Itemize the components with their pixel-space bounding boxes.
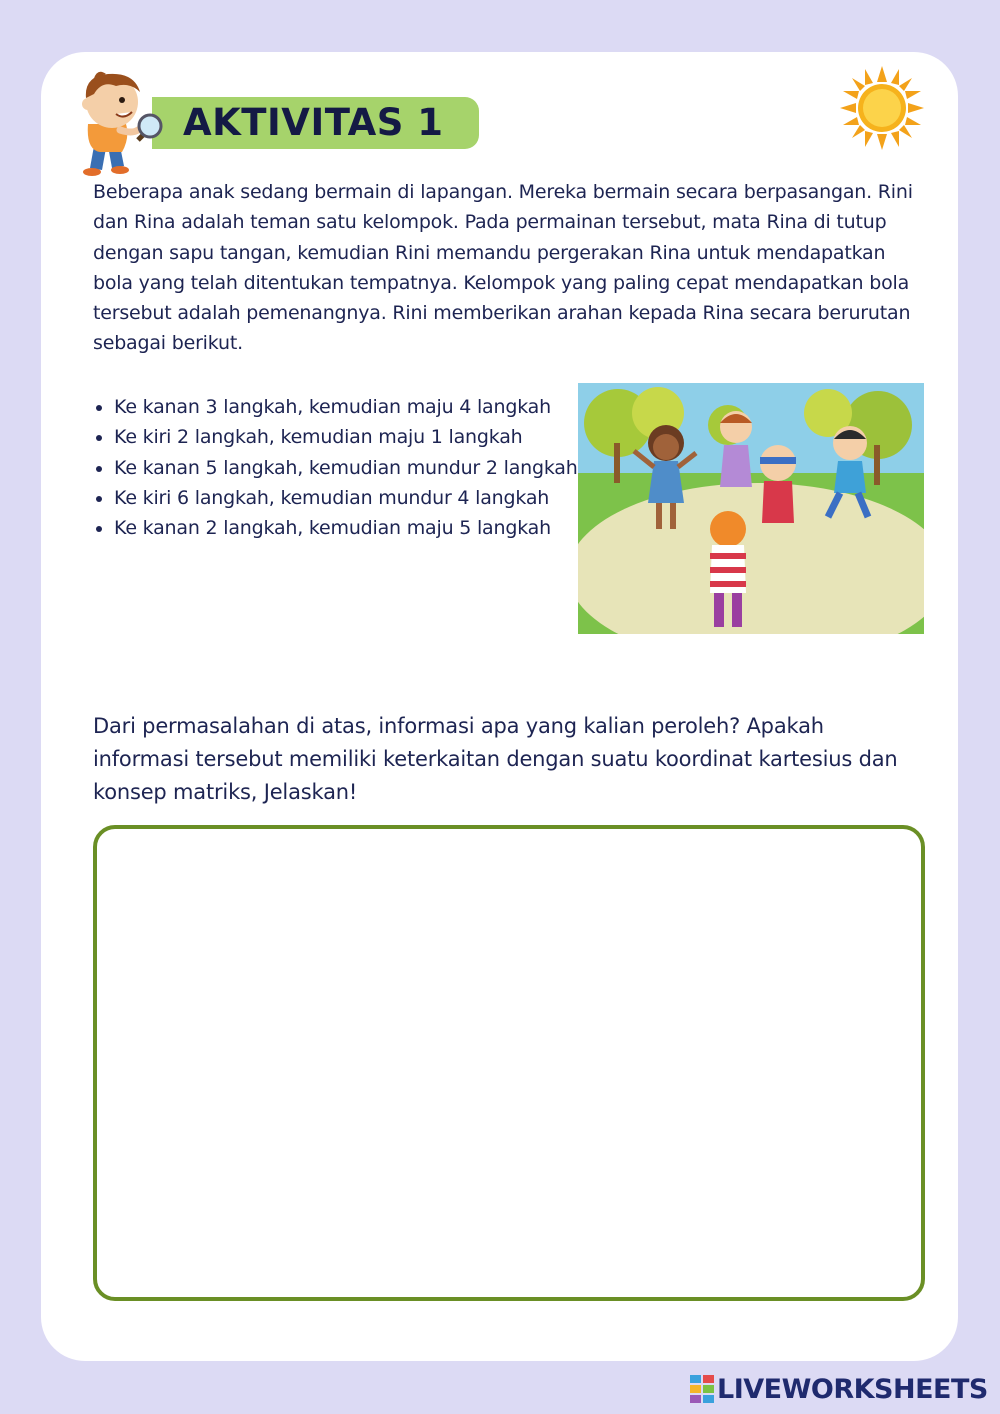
sun-icon — [840, 66, 924, 150]
question-text: Dari permasalahan di atas, informasi apa yang kalian peroleh? Apakah informasi tersebut memiliki keterkaitan dengan suatu koordinat kartesius dan konsep matriks, Jelaskan! — [93, 714, 898, 804]
list-item: • Ke kanan 5 langkah, kemudian mundur 2 langkah — [114, 453, 586, 483]
list-item: • Ke kiri 2 langkah, kemudian maju 1 langkah — [114, 422, 586, 452]
list-item: • Ke kiri 6 langkah, kemudian mundur 4 langkah — [114, 483, 586, 513]
steps-list — [93, 392, 586, 543]
answer-textarea[interactable] — [93, 825, 925, 1301]
children-playing-image — [578, 383, 924, 634]
kid-magnifier-icon — [72, 68, 164, 178]
list-item: • Ke kanan 3 langkah, kemudian maju 4 langkah — [114, 392, 586, 422]
brand-name: LIVEWORKSHEETS — [717, 1373, 988, 1405]
activity-title: AKTIVITAS 1 — [183, 101, 444, 144]
liveworksheets-logo-icon — [690, 1375, 714, 1403]
list-item: • Ke kanan 2 langkah, kemudian maju 5 langkah — [114, 513, 586, 543]
intro-paragraph: Beberapa anak sedang bermain di lapangan. Mereka bermain secara berpasangan. Rini dan Rina adalah teman satu kelompok. Pada permainan tersebut, mata Rina di tutup dengan sapu tangan, kemudian Rini memandu pergerakan Rina untuk mendapatkan bola yang telah ditentukan tempatnya. Kelompok yang paling cepat mendapatkan bola tersebut adalah pemenangnya. Rini memberikan arahan kepada Rina secara berurutan sebagai berikut. — [93, 181, 913, 355]
liveworksheets-brand[interactable] — [690, 1372, 988, 1406]
